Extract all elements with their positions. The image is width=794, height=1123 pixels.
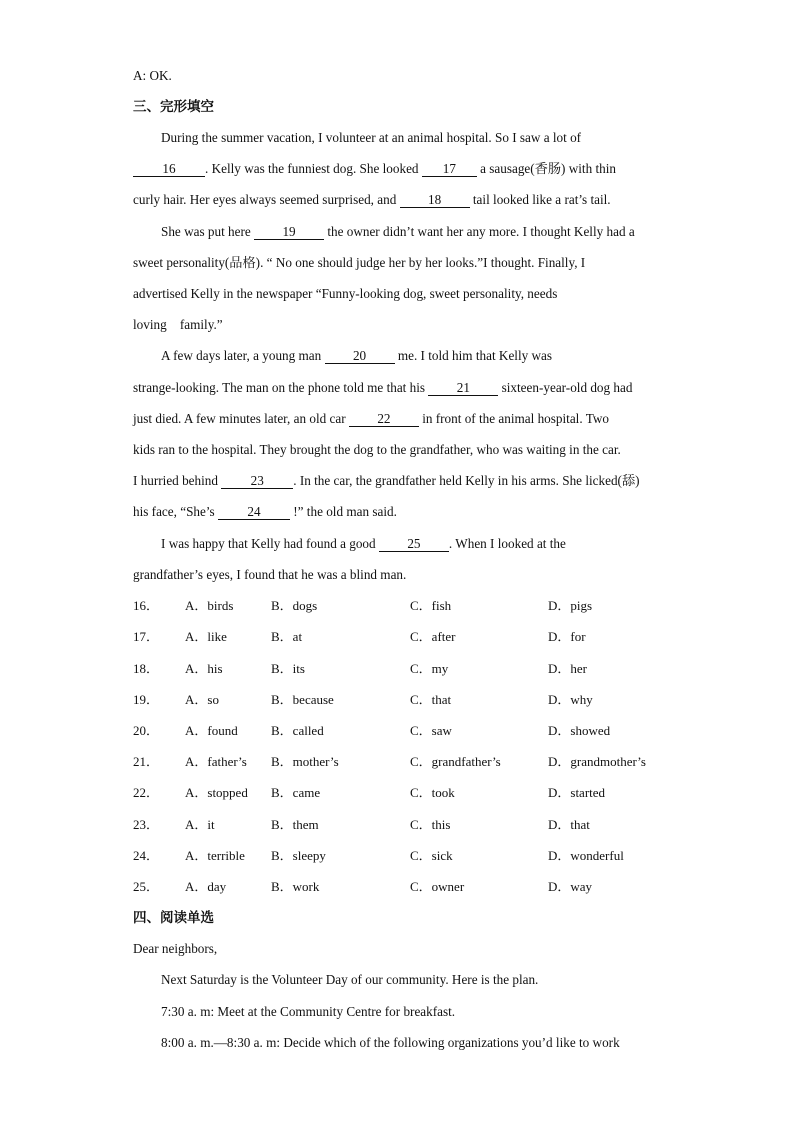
option-c[interactable]: C．took — [410, 785, 455, 800]
option-d[interactable]: D．grandmother’s — [548, 754, 646, 769]
option-b[interactable]: B．sleepy — [271, 848, 326, 863]
question-row — [133, 753, 693, 771]
option-b[interactable]: B．because — [271, 692, 334, 707]
option-b[interactable]: B．work — [271, 879, 320, 894]
question-number: 18． — [133, 661, 160, 676]
option-d[interactable]: D．showed — [548, 723, 611, 738]
option-c[interactable]: C．grandfather’s — [410, 754, 501, 769]
option-d[interactable]: D．pigs — [548, 598, 593, 613]
passage-line: 16 . Kelly was the funniest dog. She looked 17 a sausage(香肠) with thin — [133, 160, 616, 178]
passage-line: just died. A few minutes later, an old car 22 in front of the animal hospital. Two — [133, 411, 609, 426]
question-number: 21． — [133, 754, 160, 769]
option-b[interactable]: B．called — [271, 723, 324, 738]
letter-line: 7:30 a. m: Meet at the Community Centre for breakfast. — [161, 1004, 456, 1019]
option-a[interactable]: A．like — [185, 629, 227, 644]
blank-22[interactable]: 22 — [349, 411, 419, 427]
option-a[interactable]: A．day — [185, 879, 227, 894]
blank-20[interactable]: 20 — [325, 348, 395, 364]
option-b[interactable]: B．dogs — [271, 598, 318, 613]
question-row — [133, 691, 693, 709]
blank-19[interactable]: 19 — [254, 224, 324, 240]
option-d[interactable]: D．for — [548, 629, 586, 644]
blank-17[interactable]: 17 — [422, 161, 477, 177]
passage-line: A few days later, a young man 20 me. I told him that Kelly was — [161, 348, 553, 363]
option-b[interactable]: B．came — [271, 785, 321, 800]
option-a[interactable]: A．father’s — [185, 754, 247, 769]
question-number: 16． — [133, 598, 160, 613]
question-number: 23． — [133, 817, 160, 832]
option-d[interactable]: D．her — [548, 661, 587, 676]
option-b[interactable]: B．mother’s — [271, 754, 339, 769]
option-d[interactable]: D．started — [548, 785, 606, 800]
blank-24[interactable]: 24 — [218, 504, 290, 520]
passage-line: his face, “She’s 24 !” the old man said. — [133, 504, 397, 519]
question-number: 17． — [133, 629, 160, 644]
question-row — [133, 722, 693, 740]
question-row — [133, 597, 693, 615]
passage-line: During the summer vacation, I volunteer at an animal hospital. So I saw a lot of — [161, 130, 582, 145]
option-a[interactable]: A．birds — [185, 598, 234, 613]
passage-line: sweet personality(品格). “ No one should judge her by her looks.”I thought. Finally, I — [133, 255, 586, 270]
option-c[interactable]: C．this — [410, 817, 451, 832]
blank-16[interactable]: 16 — [133, 161, 205, 177]
section-title-reading: 四、阅读单选 — [133, 910, 214, 926]
passage-line: I hurried behind 23 . In the car, the grandfather held Kelly in his arms. She licked(舔) — [133, 473, 640, 488]
blank-25[interactable]: 25 — [379, 536, 449, 552]
option-d[interactable]: D．wonderful — [548, 848, 624, 863]
option-b[interactable]: B．them — [271, 817, 319, 832]
passage-line: loving family.” — [133, 317, 223, 332]
option-c[interactable]: C．saw — [410, 723, 452, 738]
option-c[interactable]: C．after — [410, 629, 456, 644]
question-number: 20． — [133, 723, 160, 738]
question-row — [133, 784, 693, 802]
option-a[interactable]: A．it — [185, 817, 215, 832]
blank-18[interactable]: 18 — [400, 192, 470, 208]
question-number: 25． — [133, 879, 160, 894]
option-c[interactable]: C．owner — [410, 879, 465, 894]
passage-line: advertised Kelly in the newspaper “Funny-looking dog, sweet personality, needs — [133, 286, 558, 301]
option-a[interactable]: A．terrible — [185, 848, 245, 863]
passage-line: kids ran to the hospital. They brought the dog to the grandfather, who was waiting in the car. — [133, 442, 621, 457]
option-c[interactable]: C．my — [410, 661, 449, 676]
option-a[interactable]: A．so — [185, 692, 219, 707]
blank-21[interactable]: 21 — [428, 380, 498, 396]
passage-line: grandfather’s eyes, I found that he was a blind man. — [133, 567, 407, 582]
question-row — [133, 878, 693, 896]
option-a[interactable]: A．found — [185, 723, 238, 738]
option-a[interactable]: A．stopped — [185, 785, 248, 800]
question-row — [133, 847, 693, 865]
section-title-cloze: 三、完形填空 — [133, 99, 214, 115]
letter-line: 8:00 a. m.—8:30 a. m: Decide which of the following organizations you’d like to work — [161, 1035, 620, 1050]
dialogue-line: A: OK. — [133, 68, 172, 83]
letter-salutation: Dear neighbors, — [133, 941, 218, 956]
question-number: 24． — [133, 848, 160, 863]
passage-line: curly hair. Her eyes always seemed surprised, and 18 tail looked like a rat’s tail. — [133, 192, 611, 207]
letter-line: Next Saturday is the Volunteer Day of our community. Here is the plan. — [161, 972, 539, 987]
question-row — [133, 628, 693, 646]
question-row — [133, 816, 693, 834]
option-d[interactable]: D．way — [548, 879, 593, 894]
option-b[interactable]: B．at — [271, 629, 303, 644]
option-c[interactable]: C．fish — [410, 598, 452, 613]
passage-line: She was put here 19 the owner didn’t want her any more. I thought Kelly had a — [161, 224, 635, 239]
option-c[interactable]: C．sick — [410, 848, 453, 863]
passage-line: I was happy that Kelly had found a good 25 . When I looked at the — [161, 536, 566, 551]
option-d[interactable]: D．that — [548, 817, 590, 832]
option-b[interactable]: B．its — [271, 661, 305, 676]
blank-23[interactable]: 23 — [221, 473, 293, 489]
option-a[interactable]: A．his — [185, 661, 223, 676]
question-row — [133, 660, 693, 678]
option-c[interactable]: C．that — [410, 692, 452, 707]
passage-line: strange-looking. The man on the phone told me that his 21 sixteen-year-old dog had — [133, 380, 633, 395]
question-number: 19． — [133, 692, 160, 707]
option-d[interactable]: D．why — [548, 692, 593, 707]
question-number: 22． — [133, 785, 160, 800]
